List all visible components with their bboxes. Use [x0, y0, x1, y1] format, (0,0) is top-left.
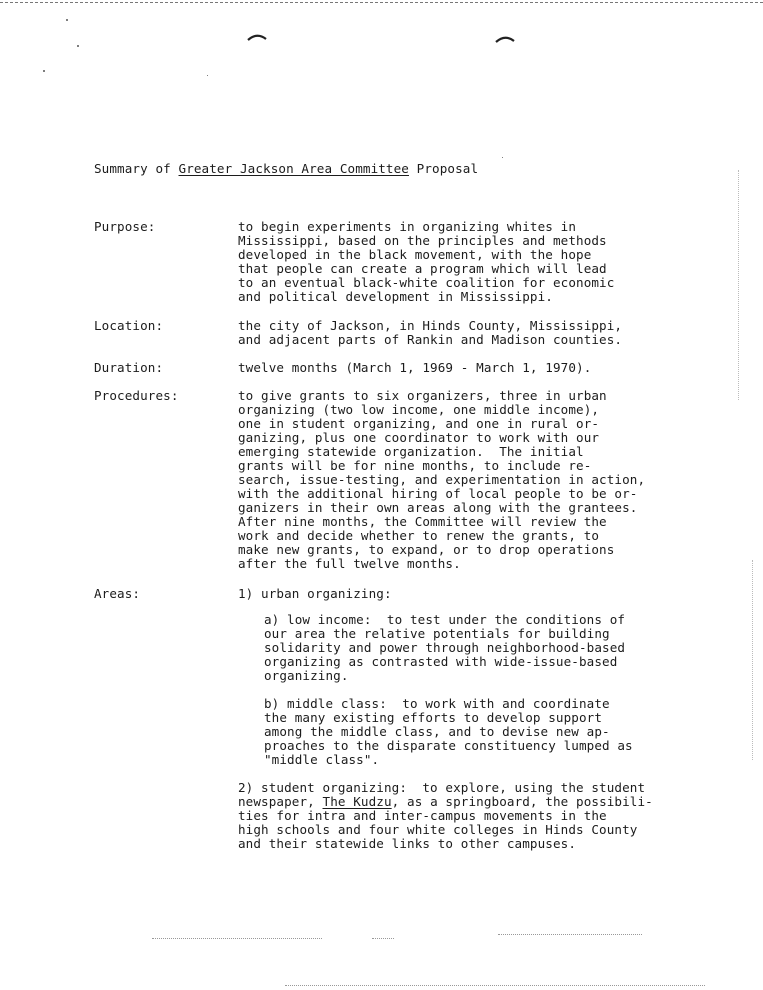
duration-text: twelve months (March 1, 1969 - March 1, 1970). [238, 360, 592, 375]
purpose-label: Purpose: [94, 219, 156, 234]
document-title: Summary of Greater Jackson Area Committee Proposal [94, 161, 479, 176]
speck [43, 70, 45, 72]
location-label: Location: [94, 318, 164, 333]
location-text: the city of Jackson, in Hinds County, Mississippi, and adjacent parts of Rankin and Madison counties. [238, 318, 623, 347]
speck [207, 75, 208, 76]
margin-artifact [752, 560, 753, 760]
margin-artifact [738, 170, 739, 400]
committee-name: Greater Jackson Area Committee [178, 161, 409, 176]
bottom-artifact [285, 985, 705, 986]
low-income-text: a) low income: to test under the conditions of our area the relative potentials for building solidarity and power through neighborhood-based organizing as contrasted with wide-issue-based organizing. [264, 612, 626, 683]
areas-label: Areas: [94, 586, 141, 601]
bottom-artifact [372, 938, 394, 939]
bottom-artifact [152, 938, 322, 939]
urban-organizing-heading: 1) urban organizing: [238, 586, 392, 601]
speck [77, 45, 79, 47]
punch-mark-left [247, 33, 267, 41]
procedures-label: Procedures: [94, 388, 179, 403]
procedures-text: to give grants to six organizers, three in urban organizing (two low income, one middle income), one in student organizing, and one in rural or- ganizing, plus one coordinator to work with our emerging statewide organization. The initial grants will be for nine months, to include re- search, issue-testing, and experimentation in action, with the additional hiring of local people to be or- ganizers in their own areas along with the grantees. After nine months, the Committee will review the work and decide whether to renew the grants, to make new grants, to expand, or to drop operations after the full twelve months. [238, 388, 646, 571]
bottom-artifact [498, 934, 642, 935]
middle-class-text: b) middle class: to work with and coordinate the many existing efforts to develop support among the middle class, and to devise new ap- proaches to the disparate constituency lumped as "middle class". [264, 696, 633, 767]
duration-label: Duration: [94, 360, 164, 375]
speck [66, 19, 68, 21]
speck [502, 157, 503, 158]
top-perforation [0, 2, 763, 3]
kudzu-newspaper-title: The Kudzu [322, 794, 392, 809]
purpose-text: to begin experiments in organizing whites in Mississippi, based on the principles and methods developed in the black movement, with the hope that people can create a program which will lead to an eventual black-white coalition for economic and political development in Mississippi. [238, 219, 615, 304]
student-organizing-text: 2) student organizing: to explore, using the student newspaper, The Kudzu, as a springboard, the possibili- ties for intra and inter-campus movements in the high schools and four white colleges in Hinds County and their statewide links to other campuses. [238, 780, 653, 851]
punch-mark-right [495, 35, 515, 43]
